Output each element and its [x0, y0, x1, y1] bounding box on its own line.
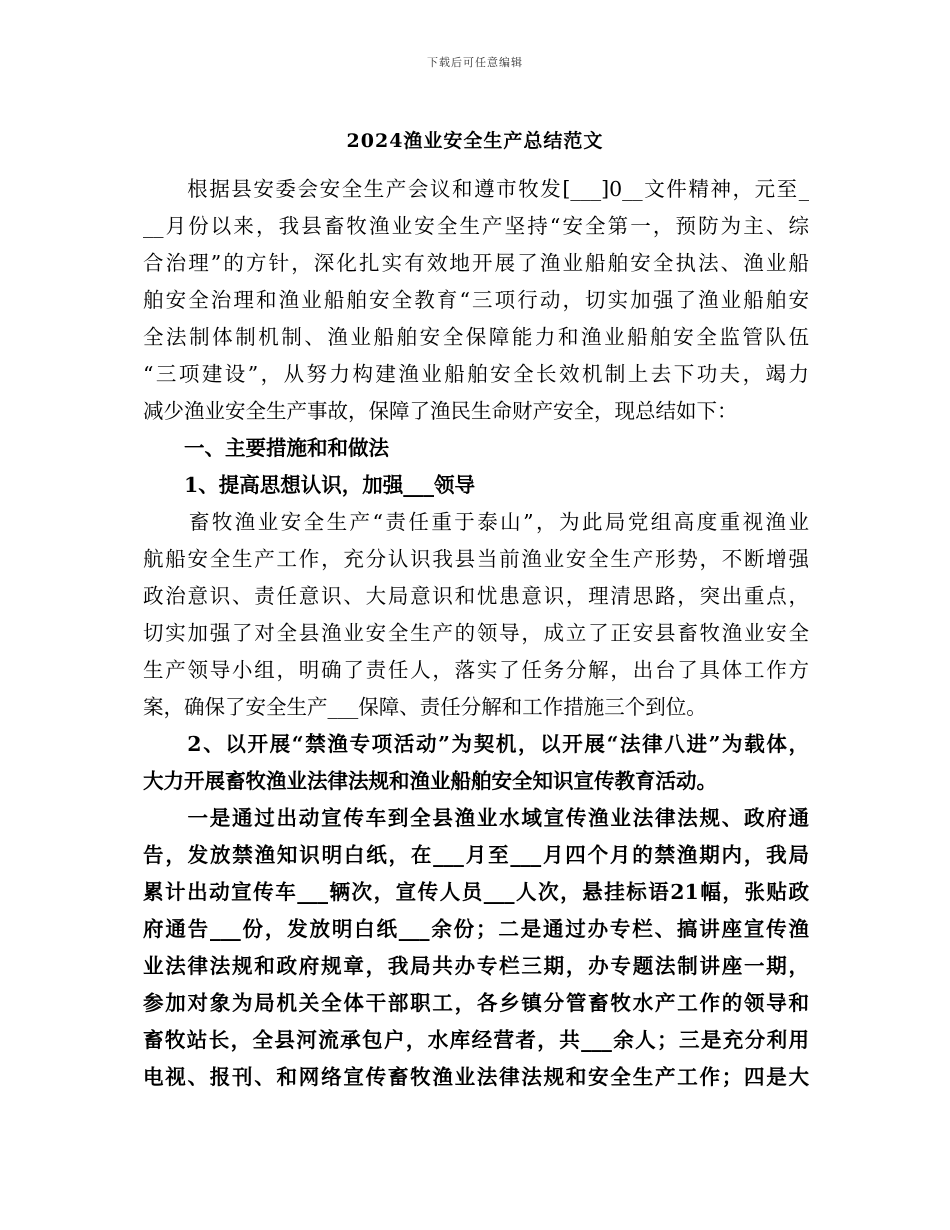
body-line: __月份以来，我县畜牧渔业安全生产坚持“安全第一，预防为主、综 — [143, 214, 809, 238]
subsection-heading: 1、提高思想认识，加强___领导 — [143, 473, 476, 497]
document-body — [143, 171, 809, 1096]
body-line: 业法律法规和政府规章，我局共办专栏三期，办专题法制讲座一期， — [143, 954, 809, 978]
body-line: 生产领导小组，明确了责任人，落实了任务分解，出台了具体工作方 — [143, 658, 809, 682]
body-line: 参加对象为局机关全体干部职工，各乡镇分管畜牧水产工作的领导和 — [143, 991, 809, 1015]
subsection-heading: 2、以开展“禁渔专项活动”为契机，以开展“法律八进”为载体， — [143, 732, 809, 756]
body-line: 电视、报刊、和网络宣传畜牧渔业法律法规和安全生产工作；四是大 — [143, 1065, 809, 1089]
body-line: 减少渔业安全生产事故，保障了渔民生命财产安全，现总结如下： — [143, 399, 738, 423]
body-line: 一是通过出动宣传车到全县渔业水域宣传渔业法律法规、政府通 — [143, 806, 809, 830]
body-line: “三项建设”，从努力构建渔业船舶安全长效机制上去下功夫，竭力 — [143, 362, 809, 386]
body-line: 舶安全治理和渔业船舶安全教育“三项行动，切实加强了渔业船舶安 — [143, 288, 809, 312]
subsection-heading: 大力开展畜牧渔业法律法规和渔业船舶安全知识宣传教育活动。 — [143, 769, 717, 793]
body-line: 合治理”的方针，深化扎实有效地开展了渔业船舶安全执法、渔业船 — [143, 251, 809, 275]
document-title: 2024渔业安全生产总结范文 — [346, 130, 604, 152]
body-line: 告，发放禁渔知识明白纸，在___月至___月四个月的禁渔期内，我局 — [143, 843, 809, 867]
body-line: 案，确保了安全生产___保障、责任分解和工作措施三个到位。 — [143, 695, 707, 719]
body-line: 畜牧站长，全县河流承包户，水库经营者，共___余人；三是充分利用 — [143, 1028, 809, 1052]
body-line: 府通告___份，发放明白纸___余份；二是通过办专栏、搞讲座宣传渔 — [143, 917, 809, 941]
body-line: 政治意识、责任意识、大局意识和忧患意识，理清思路，突出重点， — [143, 584, 809, 608]
body-line: 根据县安委会安全生产会议和遵市牧发[___]0__文件精神，元至_ — [143, 177, 809, 201]
header-note: 下载后可任意编辑 — [427, 56, 523, 69]
body-line: 航船安全生产工作，充分认识我县当前渔业安全生产形势，不断增强 — [143, 547, 809, 571]
body-line: 畜牧渔业安全生产“责任重于泰山”，为此局党组高度重视渔业 — [143, 510, 809, 534]
body-line: 切实加强了对全县渔业安全生产的领导，成立了正安县畜牧渔业安全 — [143, 621, 809, 645]
body-line: 全法制体制机制、渔业船舶安全保障能力和渔业船舶安全监管队伍 — [143, 325, 809, 349]
body-line: 累计出动宣传车___辆次，宣传人员___人次，悬挂标语21幅，张贴政 — [143, 880, 809, 904]
section-heading: 一、主要措施和和做法 — [143, 436, 389, 460]
